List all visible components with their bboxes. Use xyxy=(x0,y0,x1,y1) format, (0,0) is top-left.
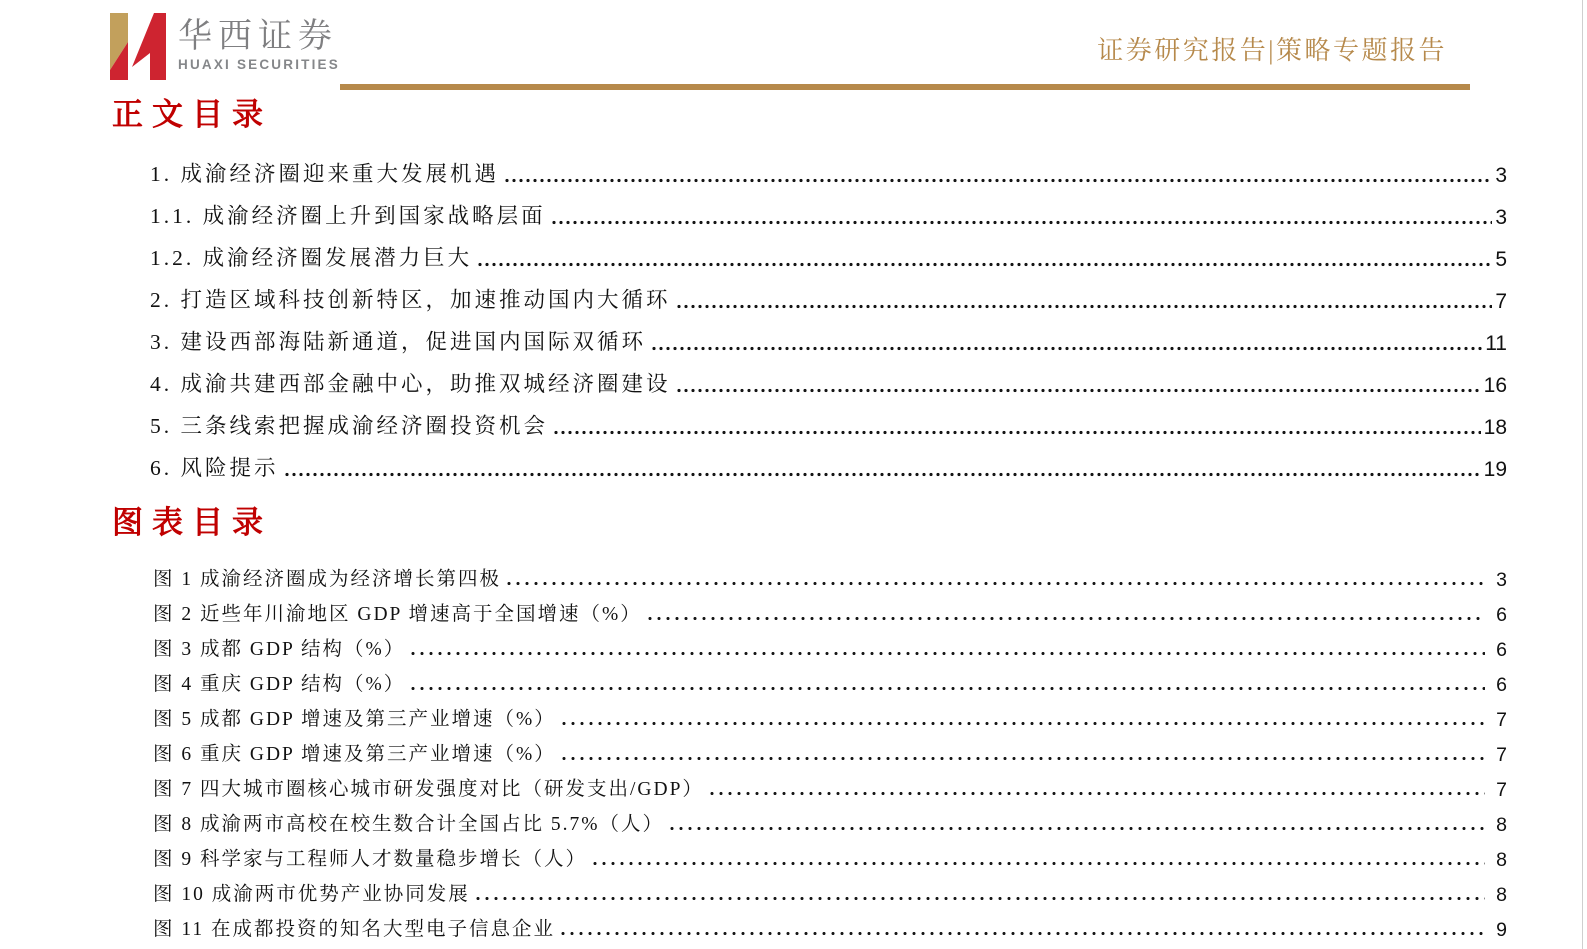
toc-title: 正文目录 xyxy=(112,97,272,132)
dotted-leader xyxy=(677,388,1481,393)
logo-name-en: HUAXI SECURITIES xyxy=(178,57,340,72)
page-right-border xyxy=(1582,0,1583,949)
toc-entry-label: 1.1. 成渝经济圈上升到国家战略层面 xyxy=(150,204,546,229)
figure-entry-page: 6 xyxy=(1496,603,1507,626)
dotted-leader xyxy=(285,472,1481,477)
header-divider xyxy=(340,84,1470,90)
figure-entry-page: 8 xyxy=(1496,848,1507,871)
figure-entry-page: 8 xyxy=(1496,813,1507,836)
toc-entry[interactable] xyxy=(150,274,1507,316)
dotted-leader xyxy=(593,861,1485,866)
figure-entry[interactable] xyxy=(153,628,1507,663)
toc-entry-label: 1. 成渝经济圈迎来重大发展机遇 xyxy=(150,162,500,187)
figures-title: 图表目录 xyxy=(112,505,272,540)
report-type-label: 证券研究报告|策略专题报告 xyxy=(1097,36,1447,65)
figure-entry-page: 6 xyxy=(1496,673,1507,696)
toc-entry-page: 18 xyxy=(1483,415,1507,439)
figure-entry-label: 图 1 成渝经济圈成为经济增长第四极 xyxy=(153,568,502,590)
dotted-leader xyxy=(552,220,1493,225)
toc-entry-label: 4. 成渝共建西部金融中心，助推双城经济圈建设 xyxy=(150,372,671,397)
toc-entry-label: 6. 风险提示 xyxy=(150,456,279,481)
dotted-leader xyxy=(554,430,1481,435)
toc-entry-page: 3 xyxy=(1495,205,1507,229)
dotted-leader xyxy=(652,346,1482,351)
figure-entry-label: 图 6 重庆 GDP 增速及第三产业增速（%） xyxy=(153,743,556,765)
toc-list xyxy=(150,148,1507,484)
toc-entry-page: 11 xyxy=(1485,331,1507,355)
figure-entry-label: 图 4 重庆 GDP 结构（%） xyxy=(153,673,406,695)
dotted-leader xyxy=(505,178,1492,183)
figure-entry-page: 6 xyxy=(1496,638,1507,661)
figure-entry-page: 7 xyxy=(1496,778,1507,801)
toc-entry-page: 7 xyxy=(1495,289,1507,313)
figure-entry-label: 图 3 成都 GDP 结构（%） xyxy=(153,638,406,660)
figure-entry-label: 图 5 成都 GDP 增速及第三产业增速（%） xyxy=(153,708,556,730)
dotted-leader xyxy=(562,756,1485,761)
figure-entry[interactable] xyxy=(153,733,1507,768)
dotted-leader xyxy=(411,651,1485,656)
toc-entry[interactable] xyxy=(150,442,1507,484)
toc-entry-label: 1.2. 成渝经济圈发展潜力巨大 xyxy=(150,246,473,271)
figure-entry[interactable] xyxy=(153,768,1507,803)
toc-entry[interactable] xyxy=(150,358,1507,400)
figure-entry[interactable] xyxy=(153,838,1507,873)
logo-wordmark xyxy=(178,10,340,73)
figure-entry[interactable] xyxy=(153,698,1507,733)
figure-entry[interactable] xyxy=(153,593,1507,628)
toc-entry-page: 16 xyxy=(1483,373,1507,397)
figure-entry-label: 图 7 四大城市圈核心城市研发强度对比（研发支出/GDP） xyxy=(153,778,704,800)
figure-entry-label: 图 11 在成都投资的知名大型电子信息企业 xyxy=(153,918,556,940)
dotted-leader xyxy=(478,262,1492,267)
dotted-leader xyxy=(648,616,1485,621)
dotted-leader xyxy=(411,686,1485,691)
figure-entry-page: 3 xyxy=(1496,568,1507,591)
figure-entry[interactable] xyxy=(153,558,1507,593)
dotted-leader xyxy=(710,791,1485,796)
figure-entry[interactable] xyxy=(153,873,1507,908)
figure-entry[interactable] xyxy=(153,663,1507,698)
figure-entry[interactable] xyxy=(153,908,1507,943)
toc-entry-page: 3 xyxy=(1495,163,1507,187)
figure-entry-page: 9 xyxy=(1496,918,1507,941)
toc-entry[interactable] xyxy=(150,190,1507,232)
dotted-leader xyxy=(670,826,1485,831)
dotted-leader xyxy=(677,304,1493,309)
dotted-leader xyxy=(507,581,1485,586)
figures-list xyxy=(153,558,1507,943)
dotted-leader xyxy=(476,896,1485,901)
figure-entry-page: 7 xyxy=(1496,743,1507,766)
toc-entry-page: 19 xyxy=(1483,457,1507,481)
toc-entry-label: 5. 三条线索把握成渝经济圈投资机会 xyxy=(150,414,549,439)
figure-entry[interactable] xyxy=(153,803,1507,838)
toc-entry-page: 5 xyxy=(1495,247,1507,271)
figure-entry-page: 7 xyxy=(1496,708,1507,731)
figure-entry-page: 8 xyxy=(1496,883,1507,906)
figure-entry-label: 图 10 成渝两市优势产业协同发展 xyxy=(153,883,470,905)
toc-entry-label: 3. 建设西部海陆新通道，促进国内国际双循环 xyxy=(150,330,647,355)
dotted-leader xyxy=(562,721,1485,726)
dotted-leader xyxy=(561,931,1485,936)
toc-entry-label: 2. 打造区域科技创新特区，加速推动国内大循环 xyxy=(150,288,671,313)
figure-entry-label: 图 8 成渝两市高校在校生数合计全国占比 5.7%（人） xyxy=(153,813,664,835)
logo-name-cn: 华西证券 xyxy=(178,17,338,55)
huaxi-logo-icon xyxy=(104,10,168,82)
figure-entry-label: 图 9 科学家与工程师人才数量稳步增长（人） xyxy=(153,848,588,870)
toc-entry[interactable] xyxy=(150,148,1507,190)
toc-entry[interactable] xyxy=(150,232,1507,274)
toc-entry[interactable] xyxy=(150,400,1507,442)
huaxi-logo xyxy=(104,10,340,82)
figure-entry-label: 图 2 近些年川渝地区 GDP 增速高于全国增速（%） xyxy=(153,603,642,625)
toc-entry[interactable] xyxy=(150,316,1507,358)
